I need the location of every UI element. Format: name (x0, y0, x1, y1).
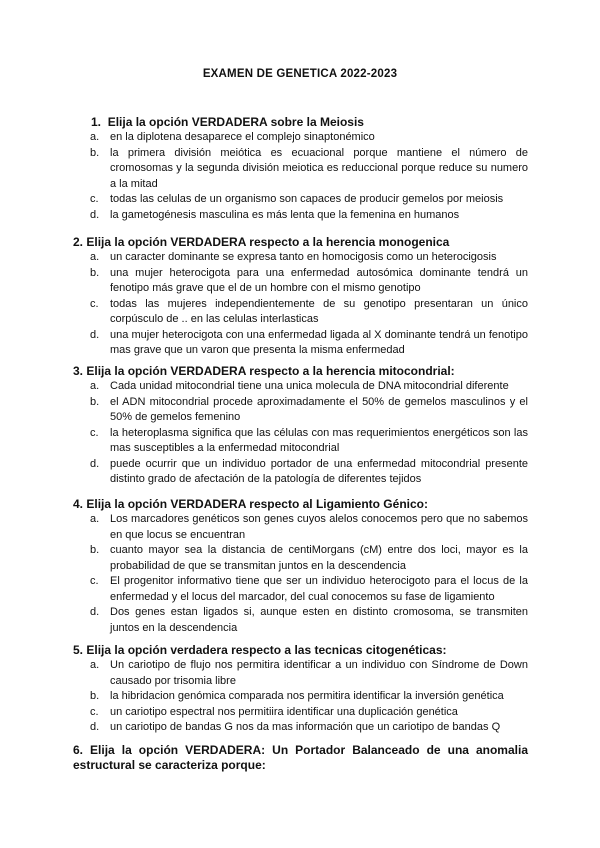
option-label: c. (90, 426, 99, 439)
option-text: la primera división meiótica es ecuacional porque mantiene el número de cromosomas y la segunda división meiotica es reduccional porque reduce su numero a la mitad (110, 146, 528, 190)
option-a (73, 658, 528, 689)
option-c (73, 192, 528, 208)
option-text: cuanto mayor sea la distancia de centiMorgans (cM) entre dos loci, mayor es la probabilidad de que se transmitan juntos en la descendencia (110, 544, 528, 572)
question-heading (73, 115, 528, 130)
option-text: la heteroplasma significa que las células con mas requerimientos energéticos son las mas susceptibles a la enfermedad mitocondrial (110, 426, 528, 454)
option-text: Cada unidad mitocondrial tiene una unica molecula de DNA mitocondrial diferente (110, 380, 509, 392)
option-list (73, 512, 528, 636)
question-heading (73, 364, 528, 379)
question-number: 1. (91, 115, 102, 129)
option-d (73, 605, 528, 636)
option-text: el ADN mitocondrial procede aproximadamente el 50% de gemelos masculinos y el 50% de gemelos femenino (110, 395, 528, 423)
question-3 (73, 364, 528, 488)
option-d (73, 208, 528, 224)
option-label: a. (90, 659, 100, 671)
option-label: b. (90, 395, 100, 408)
option-text: una mujer heterocigota para una enfermedad autosómica dominante tendrá un fenotipo más grave que el de un hombre con el mismo genotipo (110, 266, 528, 294)
option-text: un caracter dominante se expresa tanto en homocigosis como un heterocigosis (110, 251, 497, 263)
option-c (73, 297, 528, 328)
question-1 (73, 115, 528, 223)
option-text: Un cariotipo de flujo nos permitira identificar a un individuo con Síndrome de Down causado por trisomia libre (110, 659, 528, 687)
option-label: d. (90, 328, 100, 341)
question-number: 5. (73, 643, 84, 657)
option-label: d. (90, 457, 100, 470)
option-d (73, 720, 528, 736)
option-label: a. (90, 380, 100, 392)
option-list (73, 250, 528, 359)
option-b (73, 146, 528, 193)
option-a (73, 130, 528, 146)
document-title: EXAMEN DE GENETICA 2022-2023 (202, 68, 398, 80)
option-c (73, 574, 528, 605)
question-number: 2. (73, 235, 84, 249)
option-list (73, 658, 528, 736)
option-label: c. (90, 193, 99, 205)
question-heading-text: Elija la opción VERDADERA sobre la Meiosis (107, 115, 364, 129)
question-heading-text: Elija la opción VERDADERA respecto a la herencia mitocondrial: (86, 364, 455, 378)
option-text: una mujer heterocigota con una enfermedad ligada al X dominante tendrá un fenotipo mas grave que un varon que presenta la misma enfermedad (110, 328, 528, 356)
question-heading (73, 743, 528, 773)
option-label: a. (90, 251, 100, 263)
option-text: puede ocurrir que un individuo portador de una enfermedad mitocondrial presente distinto grado de afectación de la patología de diferentes tejidos (110, 457, 528, 485)
option-label: d. (90, 208, 100, 221)
question-6 (73, 743, 528, 773)
question-heading (73, 497, 528, 512)
option-label: b. (90, 146, 100, 159)
option-label: d. (90, 606, 100, 618)
question-5 (73, 643, 528, 736)
option-c (73, 426, 528, 457)
option-label: d. (90, 721, 100, 733)
option-list (73, 379, 528, 488)
option-text: Dos genes estan ligados si, aunque esten en distinto cromosoma, se transmiten juntos en la descendencia (110, 606, 528, 634)
question-number: 6. (73, 743, 84, 757)
option-text: la hibridacion genómica comparada nos permitira identificar la inversión genética (110, 690, 504, 702)
option-text: la gametogénesis masculina es más lenta que la femenina en humanos (110, 208, 460, 221)
option-c (73, 705, 528, 721)
option-text: Los marcadores genéticos son genes cuyos alelos conocemos pero que no sabemos en que locus se encuentran (110, 513, 528, 541)
option-b (73, 543, 528, 574)
option-text: en la diplotena desaparece el complejo sinaptonémico (110, 131, 375, 143)
option-text: un cariotipo de bandas G nos da mas información que un cariotipo de bandas Q (110, 721, 501, 733)
question-number: 3. (73, 364, 84, 378)
option-b (73, 266, 528, 297)
option-label: b. (90, 690, 100, 702)
option-text: todas las mujeres independientemente de su genotipo presentaran un único corpúsculo de .. en las celulas interlasticas (110, 297, 528, 325)
option-b (73, 689, 528, 705)
option-text: un cariotipo espectral nos permitiira identificar una duplicación genética (110, 705, 458, 718)
option-label: a. (90, 513, 100, 525)
option-list (73, 130, 528, 223)
question-2 (73, 235, 528, 359)
option-label: c. (90, 705, 99, 718)
option-text: El progenitor informativo tiene que ser un individuo heterocigoto para el locus de la enfermedad y el locus del marcador, del cual conocemos su fase de ligamiento (110, 575, 528, 603)
option-b (73, 395, 528, 426)
question-number: 4. (73, 497, 84, 511)
question-heading-text: Elija la opción VERDADERA: Un Portador Balanceado de una anomalia estructural se caracteriza porque: (73, 743, 528, 772)
option-label: b. (90, 544, 100, 556)
option-d (73, 457, 528, 488)
question-heading (73, 643, 528, 658)
option-a (73, 512, 528, 543)
option-a (73, 379, 528, 395)
option-label: a. (90, 131, 100, 143)
question-heading (73, 235, 528, 250)
option-label: c. (90, 297, 99, 310)
option-label: b. (90, 266, 100, 279)
question-heading-text: Elija la opción VERDADERA respecto a la herencia monogenica (86, 235, 450, 249)
question-4 (73, 497, 528, 636)
option-text: todas las celulas de un organismo son capaces de producir gemelos por meiosis (110, 193, 504, 205)
option-a (73, 250, 528, 266)
option-label: c. (90, 575, 99, 587)
question-heading-text: Elija la opción VERDADERA respecto al Ligamiento Génico: (86, 497, 428, 511)
option-d (73, 328, 528, 359)
question-heading-text: Elija la opción verdadera respecto a las tecnicas citogenéticas: (86, 643, 447, 657)
